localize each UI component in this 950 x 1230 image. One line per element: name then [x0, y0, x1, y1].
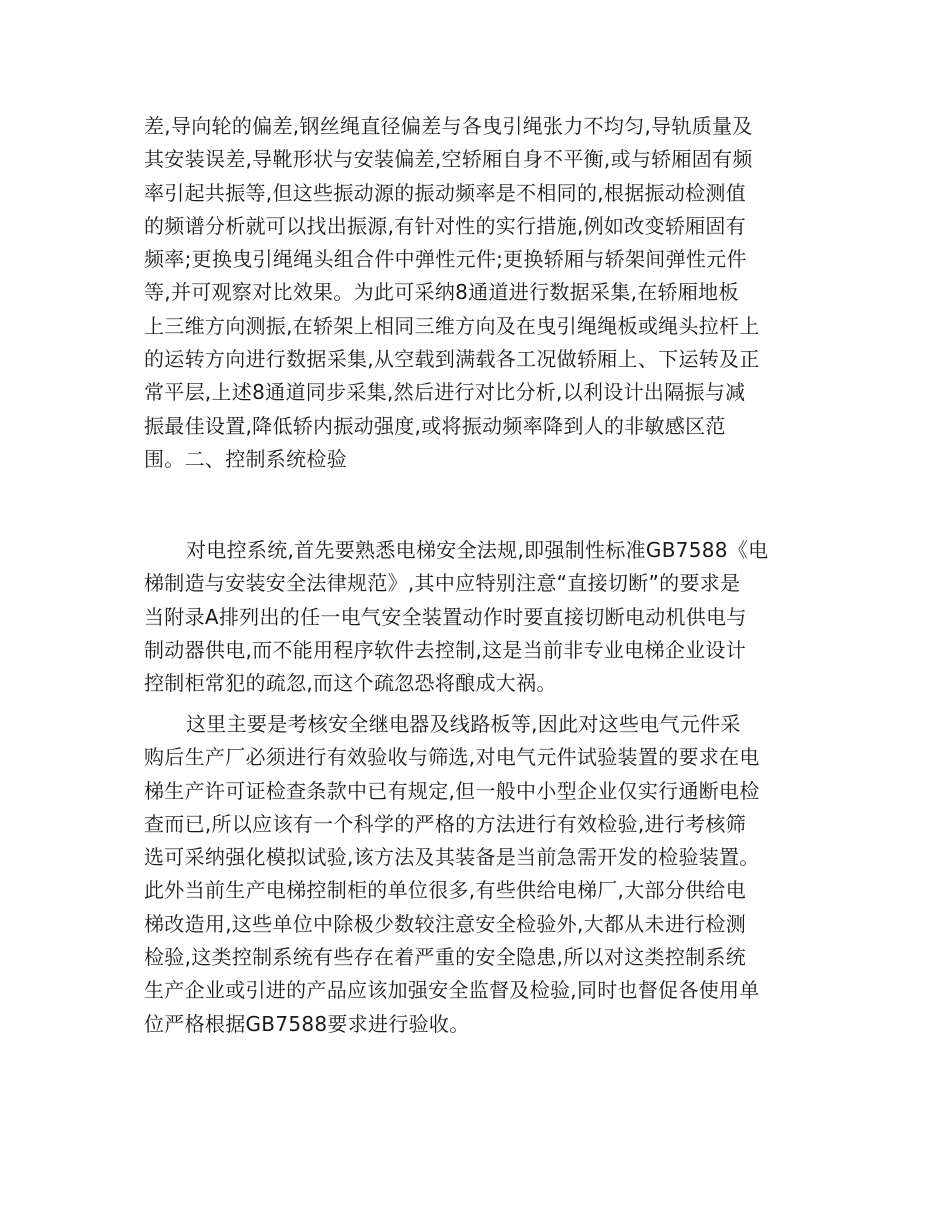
text-line: 差,导向轮的偏差,钢丝绳直径偏差与各曳引绳张力不均匀,导轨质量及 [144, 114, 753, 138]
text-line: 常平层,上述8通道同步采集,然后进行对比分析,以利设计出隔振与减 [144, 380, 746, 405]
text-line: 检验,这类控制系统有些存在着严重的安全隐患,所以对这类控制系统 [144, 945, 747, 970]
text-line: 购后生产厂必须进行有效验收与筛选,对电气元件试验装置的要求在电 [144, 745, 760, 770]
text-line: 率引起共振等,但这些振动源的振动频率是不相同的,根据振动检测值 [144, 180, 747, 205]
text-line: 围。二、控制系统检验 [144, 446, 347, 471]
text-line: 查而已,所以应该有一个科学的严格的方法进行有效检验,进行考核筛 [144, 811, 747, 836]
text-line: 其安装误差,导靴形状与安装偏差,空轿厢自身不平衡,或与轿厢固有频 [144, 147, 753, 172]
text-line: 等,并可观察对比效果。为此可采纳8通道进行数据采集,在轿厢地板 [144, 280, 739, 305]
text-line: 梯生产许可证检查条款中已有规定,但一般中小型企业仅实行通断电检 [144, 778, 760, 803]
paragraph-vibration-analysis [144, 110, 808, 476]
text-line: 生产企业或引进的产品应该加强安全监督及检验,同时也督促各使用单 [144, 978, 760, 1003]
text-line: 对电控系统,首先要熟悉电梯安全法规,即强制性标准GB7588《电 [186, 538, 769, 562]
text-line: 梯改造用,这些单位中除极少数较注意安全检验外,大都从未进行检测 [144, 911, 747, 936]
text-line: 上三维方向测振,在轿架上相同三维方向及在曳引绳绳板或绳头拉杆上 [144, 313, 760, 338]
text-line: 频率;更换曳引绳绳头组合件中弹性元件;更换轿厢与轿架间弹性元件 [144, 247, 747, 272]
text-line: 当附录A排列出的任一电气安全装置动作时要直接切断电动机供电与 [144, 604, 747, 629]
text-line: 的运转方向进行数据采集,从空载到满载各工况做轿厢上、下运转及正 [144, 347, 760, 372]
text-line: 选可采纳强化模拟试验,该方法及其装备是当前急需开发的检验装置。 [144, 845, 760, 870]
text-line: 制动器供电,而不能用程序软件去控制,这是当前非专业电梯企业设计 [144, 637, 747, 662]
paragraph-control-system [144, 534, 808, 700]
text-line: 控制柜常犯的疏忽,而这个疏忽恐将酿成大祸。 [144, 671, 557, 696]
text-line: 此外当前生产电梯控制柜的单位很多,有些供给电梯厂,大部分供给电 [144, 878, 747, 903]
text-line: 梯制造与安装安全法律规范》,其中应特别注意“直接切断”的要求是 [144, 571, 741, 596]
text-line: 这里主要是考核安全继电器及线路板等,因此对这些电气元件采 [186, 712, 741, 736]
text-line: 振最佳设置,降低轿内振动强度,或将振动频率降到人的非敏感区范 [144, 413, 726, 438]
text-line: 的频谱分析就可以找出振源,有针对性的实行措施,例如改变轿厢固有 [144, 213, 747, 238]
paragraph-safety-relay [144, 708, 808, 1041]
text-line: 位严格根据GB7588要求进行验收。 [144, 1011, 470, 1036]
